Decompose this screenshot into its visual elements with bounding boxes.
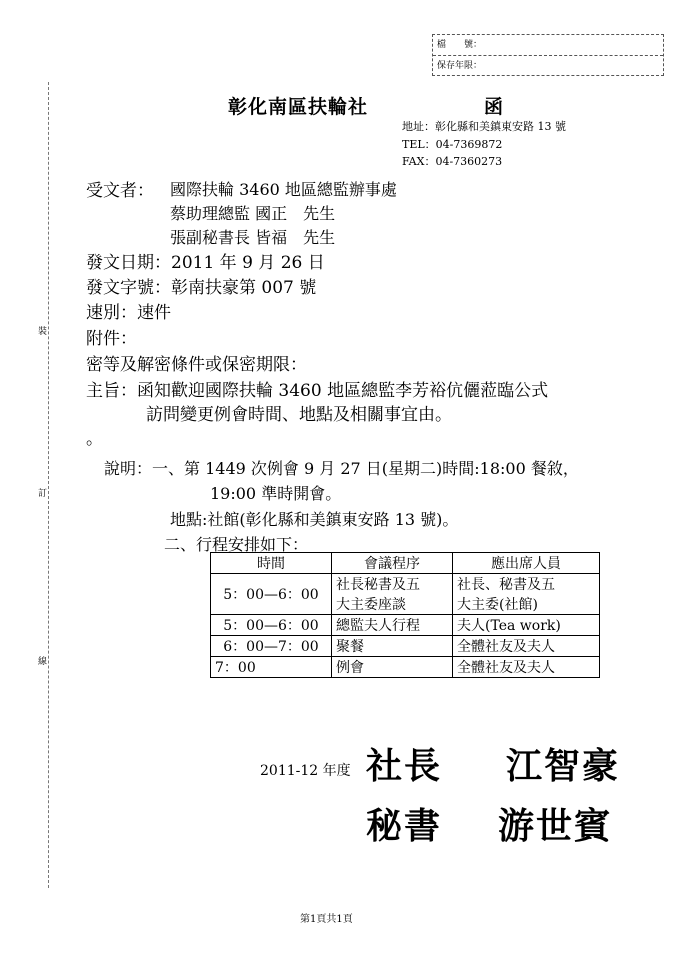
cell-program-line-2: 大主委座談: [336, 597, 406, 613]
cell-time: 6：00—7：00: [211, 636, 332, 657]
table-row: [211, 657, 600, 678]
cell-time: 5：00—6：00: [211, 574, 332, 615]
binding-mark-bind: 裝: [38, 322, 47, 339]
cell-attendees-line-1: 社長、秘書及五: [457, 577, 555, 593]
president-title: 社長: [366, 745, 443, 787]
cell-program: 聚餐: [332, 636, 453, 657]
cell-program: 例會: [332, 657, 453, 678]
cell-program-line-1: 社長秘書及五: [336, 577, 420, 593]
cell-attendees: 全體社友及夫人: [453, 636, 600, 657]
cell-attendees: 夫人(Tea work): [453, 615, 600, 636]
header-time: 時間: [211, 553, 332, 574]
cell-program: 總監夫人行程: [332, 615, 453, 636]
delivery-speed: 速別：速件: [86, 303, 171, 323]
explanation-line-2: 19:00 準時開會。: [210, 484, 342, 503]
subject-line-2: 訪問變更例會時間、地點及相關事宜由。: [146, 405, 452, 425]
explanation-line-1: 說明：一、第 1449 次例會 9 月 27 日(星期二)時間:18:00 餐敘，: [104, 459, 579, 478]
tel: TEL：04-7369872: [402, 138, 503, 151]
cell-attendees: [453, 574, 600, 615]
cell-attendees-line-2: 大主委(社館): [457, 597, 538, 613]
explanation-line-3: 地點:社館(彰化縣和美鎮東安路 13 號)。: [170, 510, 459, 529]
recipient-label: 受文者：: [86, 181, 154, 201]
file-number-label: 檔 號：: [437, 40, 483, 50]
president-name: 江智豪: [506, 745, 621, 787]
secretary-title: 秘書: [366, 805, 443, 847]
issue-date: 發文日期：2011 年 9 月 26 日: [86, 253, 325, 273]
secrecy-level: 密等及解密條件或保密期限：: [86, 355, 307, 375]
recipient-line-1: 國際扶輪 3460 地區總監辦事處: [170, 180, 397, 199]
header-program: 會議程序: [332, 553, 453, 574]
retention-label: 保存年限：: [433, 55, 663, 76]
signature-year: 2011-12 年度: [260, 763, 351, 779]
document-number: 發文字號：彰南扶豪第 007 號: [86, 278, 317, 298]
address: 地址：彰化縣和美鎮東安路 13 號: [402, 120, 566, 133]
doc-type: 函: [484, 96, 504, 118]
cell-attendees: 全體社友及夫人: [453, 657, 600, 678]
cell-program: [332, 574, 453, 615]
attachment: 附件：: [86, 329, 137, 349]
binding-mark-line: 線: [38, 652, 47, 669]
fax: FAX：04-7360273: [402, 155, 503, 168]
table-row: [211, 574, 600, 615]
archive-box: [432, 34, 664, 76]
org-name: 彰化南區扶輪社: [228, 96, 369, 118]
recipient-line-2: 蔡助理總監 國正 先生: [170, 204, 336, 223]
recipient-line-3: 張副秘書長 皆福 先生: [170, 228, 336, 247]
secretary-name: 游世賓: [498, 805, 613, 847]
subject-line-3: 。: [86, 429, 103, 449]
page-footer: 第1頁共1頁: [300, 914, 353, 925]
schedule-table: [210, 552, 600, 678]
subject-line-1: 主旨：函知歡迎國際扶輪 3460 地區總監李芳裕伉儷蒞臨公式: [86, 381, 549, 401]
binding-line: [48, 82, 49, 888]
table-header-row: [211, 553, 600, 574]
table-row: [211, 615, 600, 636]
header-attendees: 應出席人員: [453, 553, 600, 574]
explanation-line-4: 二、行程安排如下：: [164, 535, 309, 554]
binding-mark-staple: 訂: [38, 484, 47, 501]
cell-time: 5：00—6：00: [211, 615, 332, 636]
table-row: [211, 636, 600, 657]
cell-time: 7：00: [211, 657, 332, 678]
